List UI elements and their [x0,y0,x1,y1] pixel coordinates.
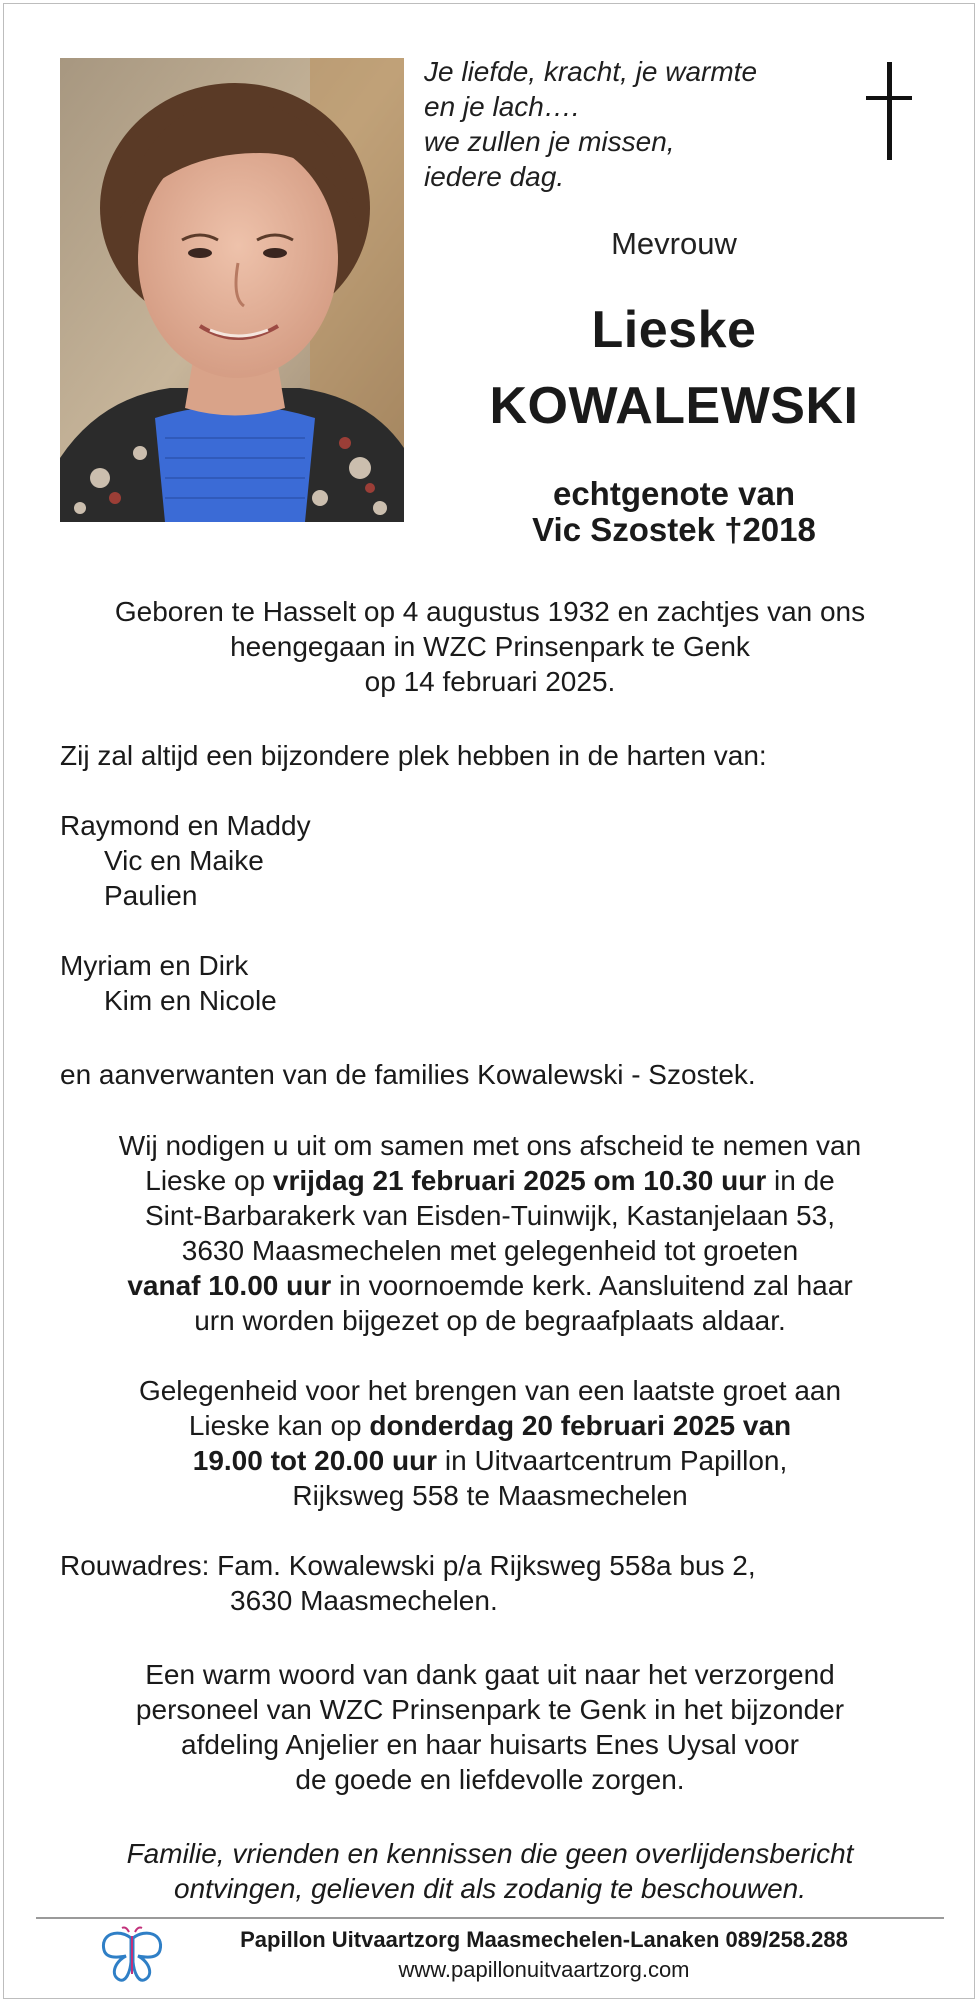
family-group [60,808,920,913]
poem-line: en je lach…. [424,91,580,122]
text-line [60,1268,920,1303]
family-member: Myriam en Dirk [60,950,249,981]
viewing-info [60,1373,920,1513]
text-segment: in voornoemde kerk. Aansluitend zal haar [331,1270,853,1301]
text-line: Gelegenheid voor het brengen van een laatste groet aan [138,1375,842,1406]
text-line: op 14 februari 2025. [364,666,616,697]
family-member: Kim en Nicole [104,985,277,1016]
text-line: Sint-Barbarakerk van Eisden-Tuinwijk, Kastanjelaan 53, [145,1200,835,1231]
footer-divider [36,1917,944,1919]
birth-death-info [60,594,920,699]
company-phone: 089/258.288 [725,1927,848,1952]
poem-line: we zullen je missen, [424,126,675,157]
portrait-image [60,58,404,522]
funeral-invitation [60,1128,920,1338]
text-segment: in de [766,1165,835,1196]
text-line: personeel van WZC Prinsenpark te Genk in het bijzonder [135,1694,845,1725]
text-line [60,1443,920,1478]
viewing-time: 19.00 tot 20.00 uur [192,1445,438,1476]
footer-line [184,1925,904,1955]
text-line: de goede en liefdevolle zorgen. [295,1764,685,1795]
text-line: ontvingen, gelieven dit als zodanig te beschouwen. [174,1873,806,1904]
text-line [60,1163,920,1198]
portrait-photo [60,58,404,522]
thanks-note [60,1657,920,1797]
spouse-line: Vic Szostek †2018 [532,511,816,548]
obituary-card [3,3,975,1999]
closing-notice [60,1836,920,1906]
text-line: Familie, vrienden en kennissen die geen overlijdensbericht [126,1838,854,1869]
text-segment: Lieske op [145,1165,273,1196]
footer-info [184,1925,904,1985]
relatives: en aanverwanten van de families Kowalewski - Szostek. [60,1059,756,1090]
text-segment: Lieske kan op [188,1410,370,1441]
text-line: Wij nodigen u uit om samen met ons afscheid te nemen van [118,1130,862,1161]
family-member: Vic en Maike [104,845,264,876]
text-line: Rouwadres: Fam. Kowalewski p/a Rijksweg 558a bus 2, [60,1550,756,1581]
viewing-date: donderdag 20 februari 2025 van [369,1410,792,1441]
family-member: Raymond en Maddy [60,810,311,841]
text-line: Geboren te Hasselt op 4 augustus 1932 en zachtjes van ons [114,596,866,627]
spouse-info [404,476,944,548]
mourning-address [60,1548,920,1618]
company-name: Papillon Uitvaartzorg Maasmechelen-Lanaken [240,1927,720,1952]
family-member: Paulien [104,880,198,911]
cross-icon [866,62,912,160]
greeting-time: vanaf 10.00 uur [127,1270,332,1301]
text-segment: in Uitvaartcentrum Papillon, [437,1445,788,1476]
poem-line: iedere dag. [424,161,565,192]
text-line [60,1408,920,1443]
surname: KOWALEWSKI [489,377,859,435]
honorific: Mevrouw [611,226,737,261]
butterfly-logo-icon [96,1926,168,1986]
text-line: 3630 Maasmechelen. [230,1585,498,1616]
text-line: urn worden bijgezet op de begraafplaats aldaar. [194,1305,786,1336]
spouse-line: echtgenote van [552,475,796,512]
hearts-intro: Zij zal altijd een bijzondere plek hebben in de harten van: [60,740,767,771]
text-line: 3630 Maasmechelen met gelegenheid tot groeten [181,1235,799,1266]
text-line: heengegaan in WZC Prinsenpark te Genk [230,631,750,662]
text-line: Een warm woord van dank gaat uit naar het verzorgend [145,1659,835,1690]
company-website[interactable]: www.papillonuitvaartzorg.com [398,1957,690,1982]
text-line: afdeling Anjelier en haar huisarts Enes Uysal voor [181,1729,799,1760]
first-name: Lieske [591,301,757,359]
ceremony-date: vrijdag 21 februari 2025 om 10.30 uur [272,1165,767,1196]
text-line: Rijksweg 558 te Maasmechelen [292,1480,688,1511]
family-group [60,948,920,1018]
poem-line: Je liefde, kracht, je warmte [424,56,758,87]
poem [424,54,844,194]
